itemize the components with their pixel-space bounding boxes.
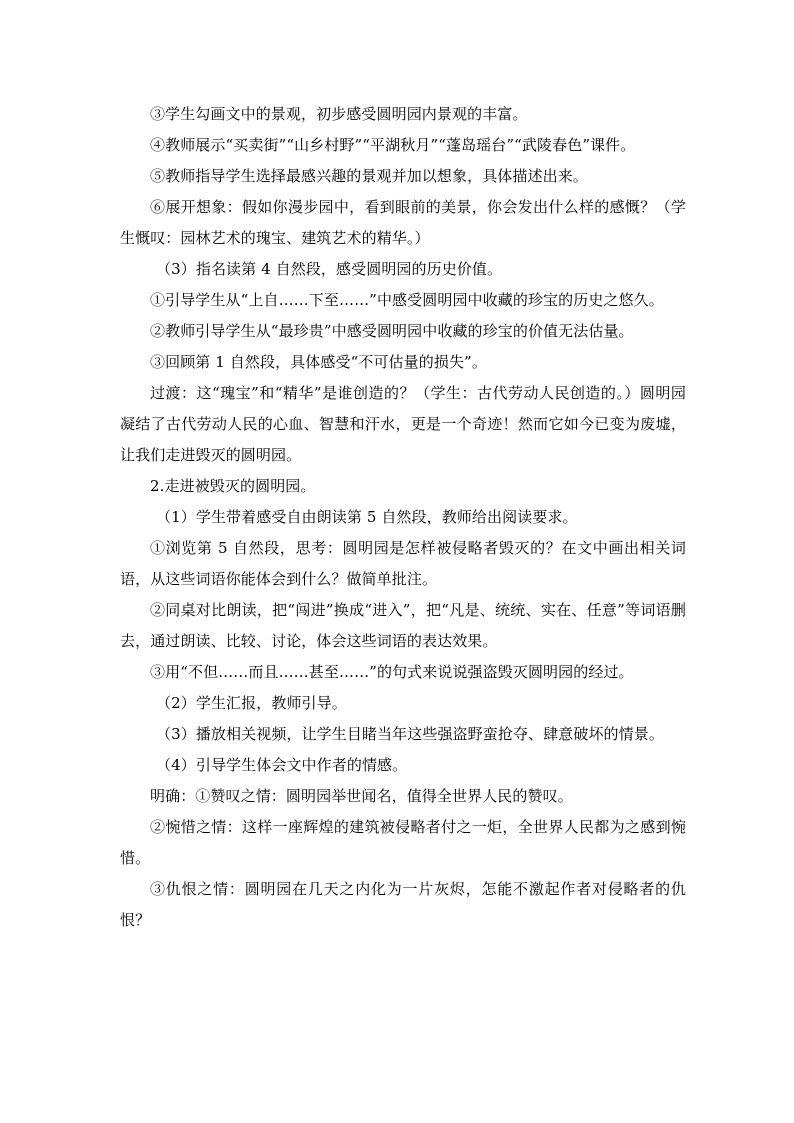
paragraph-clarify-admiration: 明确：①赞叹之情：圆明园举世闻名，值得全世界人民的赞叹。 — [150, 787, 573, 805]
paragraph-transition: 过渡：这“瑰宝”和“精华”是谁创造的？（学生：古代劳动人民创造的。）圆明园凝结了古代劳动人民的心血、智慧和汗水，更是一个奇迹！然而它如今已变为废墟，让我们走进毁灭的圆明园。 — [120, 384, 686, 464]
paragraph-clarify-hatred: ③仇恨之情：圆明园在几天之内化为一片灰烬，怎能不激起作者对侵略者的仇恨？ — [120, 880, 686, 929]
paragraph-reading-1: ①浏览第 5 自然段，思考：圆明园是怎样被侵略者毁灭的？在文中画出相关词语，从这些词语你能体会到什么？做简单批注。 — [120, 539, 686, 588]
document-body — [120, 99, 686, 936]
paragraph-reading-2: ②同桌对比朗读，把“闯进”换成“进入”，把“凡是、统统、实在、任意”等词语删去，通过朗读、比较、讨论，体会这些词语的表达效果。 — [120, 601, 686, 650]
paragraph-history-1: ①引导学生从“上自……下至……”中感受圆明园中收藏的珍宝的历史之悠久。 — [150, 291, 664, 309]
paragraph-step-6-imagine: ⑥展开想象：假如你漫步园中，看到眼前的美景，你会发出什么样的感慨？（学生慨叹：园林艺术的瑰宝、建筑艺术的精华。） — [120, 198, 686, 247]
paragraph-history-2: ②教师引导学生从“最珍贵”中感受圆明园中收藏的珍宝的价值无法估量。 — [150, 322, 634, 340]
paragraph-report: （2）学生汇报，教师引导。 — [156, 694, 347, 712]
paragraph-history-3: ③回顾第 1 自然段，具体感受“不可估量的损失”。 — [150, 353, 487, 371]
paragraph-part-2-heading: 2.走进被毁灭的圆明园。 — [150, 477, 316, 495]
paragraph-step-3-observe: ③学生勾画文中的景观，初步感受圆明园内景观的丰富。 — [150, 105, 528, 123]
paragraph-step-4-courseware: ④教师展示“买卖街”“山乡村野”“平湖秋月”“蓬岛瑶台”“武陵春色”课件。 — [150, 136, 636, 154]
paragraph-reading-task: （1）学生带着感受自由朗读第 5 自然段，教师给出阅读要求。 — [156, 508, 578, 526]
paragraph-step-5-describe: ⑤教师指导学生选择最感兴趣的景观并加以想象，具体描述出来。 — [150, 167, 588, 185]
paragraph-video: （3）播放相关视频，让学生目睹当年这些强盗野蛮抢夺、肆意破坏的情景。 — [156, 725, 664, 743]
paragraph-emotion: （4）引导学生体会文中作者的情感。 — [156, 756, 408, 774]
paragraph-section-3-heading: （3）指名读第 4 自然段，感受圆明园的历史价值。 — [156, 260, 503, 278]
paragraph-reading-3: ③用“不但……而且……甚至……”的句式来说说强盗毁灭圆明园的经过。 — [150, 663, 634, 681]
paragraph-clarify-regret: ②惋惜之情：这样一座辉煌的建筑被侵略者付之一炬，全世界人民都为之感到惋惜。 — [120, 818, 686, 867]
